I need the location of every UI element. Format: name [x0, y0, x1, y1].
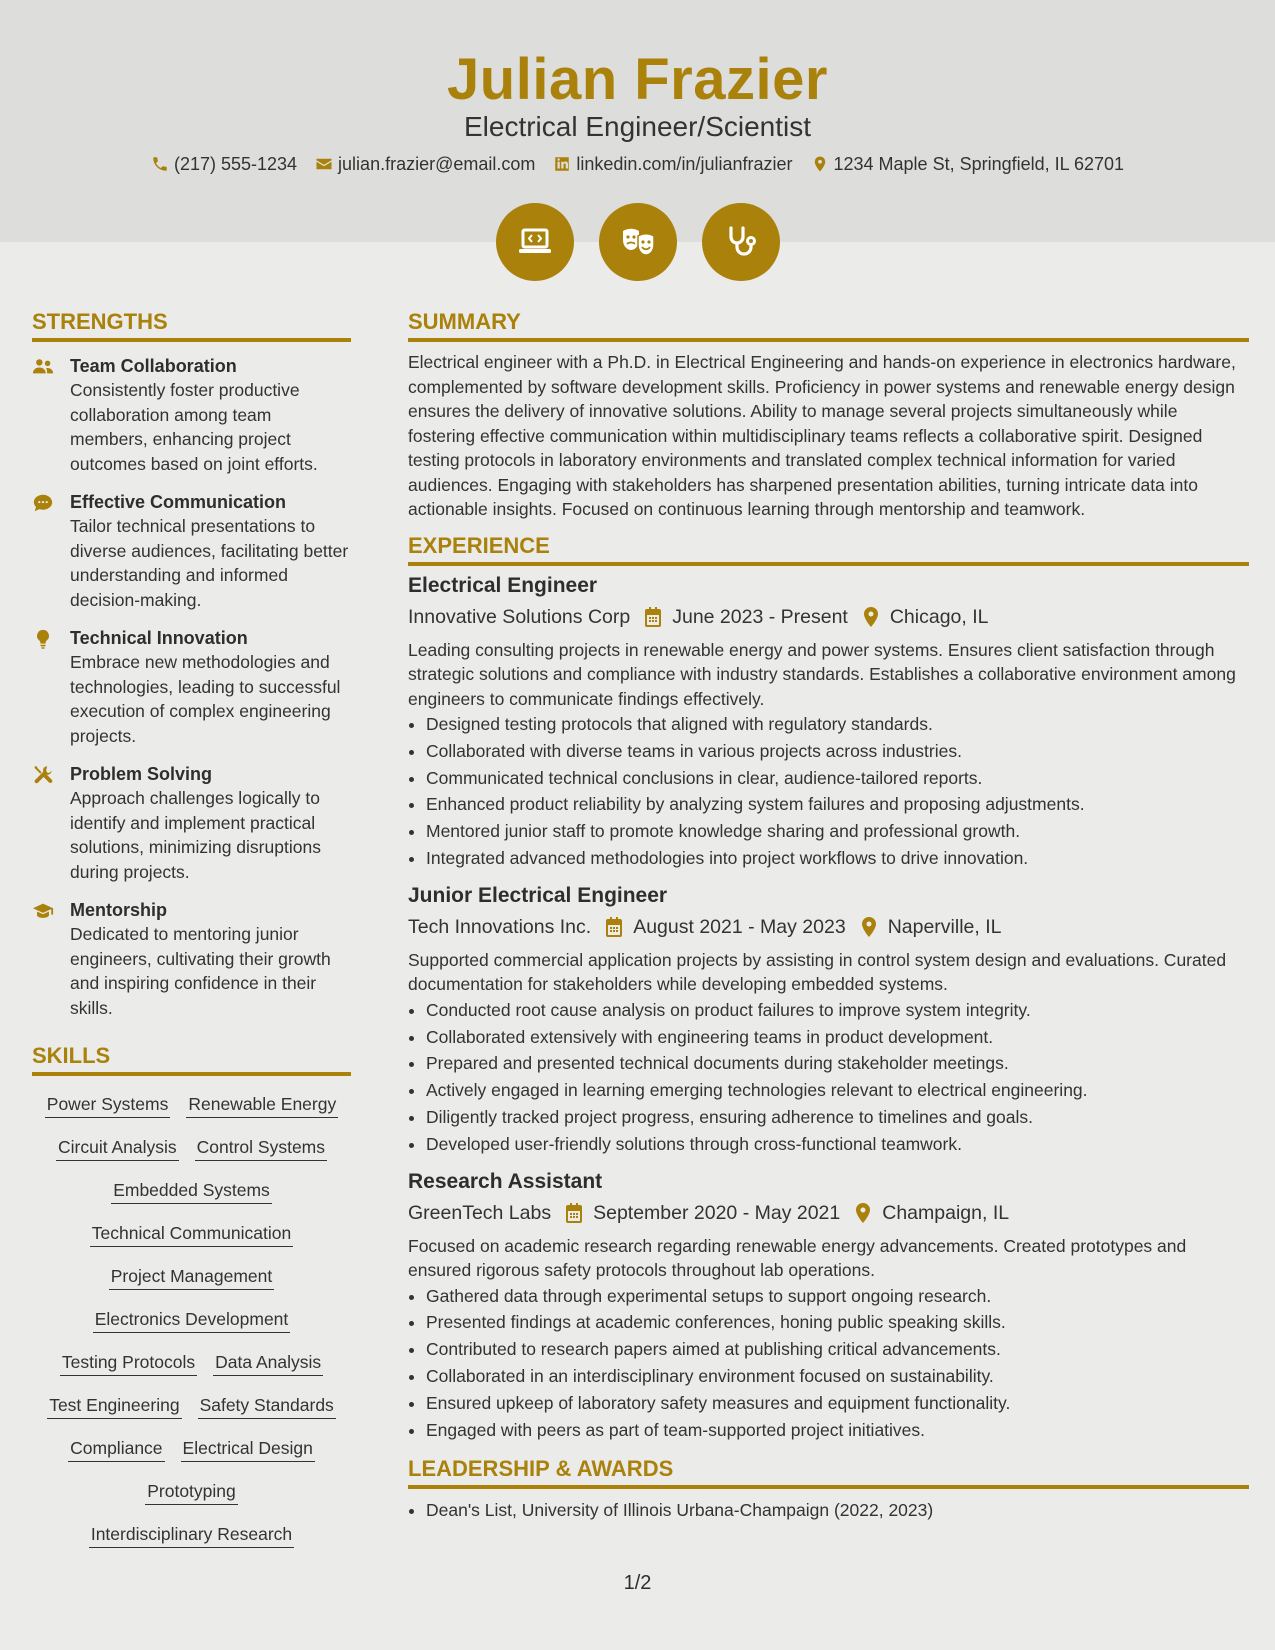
lightbulb-icon	[32, 628, 54, 650]
location-icon	[811, 155, 829, 173]
job-bullet: • Gathered data through experimental setups to support ongoing research.	[426, 1283, 1249, 1310]
location-icon	[860, 917, 878, 937]
users-icon	[32, 356, 54, 378]
job-company: Tech Innovations Inc.	[408, 915, 592, 938]
job-bullet: • Developed user-friendly solutions through cross-functional teamwork.	[426, 1131, 1249, 1158]
job-company: Innovative Solutions Corp	[408, 605, 631, 628]
job-bullet: • Conducted root cause analysis on product failures to improve system integrity.	[426, 997, 1249, 1024]
job-meta	[408, 602, 1249, 632]
job-bullet: • Contributed to research papers aimed at publishing critical advancements.	[426, 1336, 1249, 1363]
job-bullet: • Mentored junior staff to promote knowledge sharing and professional growth.	[426, 818, 1249, 845]
job-bullet: • Enhanced product reliability by analyzing system failures and proposing adjustments.	[426, 791, 1249, 818]
strength-title: Mentorship	[70, 900, 167, 920]
contact-address	[811, 152, 1125, 176]
interest-badges	[0, 203, 1275, 281]
skill-tag: Interdisciplinary Research	[89, 1522, 294, 1548]
job-bullet: • Ensured upkeep of laboratory safety measures and equipment functionality.	[426, 1390, 1249, 1417]
job-bullet: • Communicated technical conclusions in clear, audience-tailored reports.	[426, 765, 1249, 792]
stethoscope-icon	[721, 222, 761, 262]
tools-icon	[32, 764, 54, 786]
job-dates: June 2023 - Present	[672, 605, 848, 628]
job-location: Chicago, IL	[889, 605, 989, 628]
skill-tag: Test Engineering	[47, 1393, 181, 1419]
job-entry	[408, 572, 1249, 872]
job-title: Research Assistant	[408, 1169, 603, 1193]
location-icon	[862, 607, 880, 627]
calendar-icon	[605, 917, 623, 937]
contact-email[interactable]	[315, 152, 535, 176]
job-location: Naperville, IL	[887, 915, 1002, 938]
strength-description: Tailor technical presentations to diverse audiences, facilitating better understanding and informed decision-making.	[70, 516, 349, 610]
skill-tag: Testing Protocols	[60, 1350, 197, 1376]
awards-list	[408, 1497, 1249, 1524]
contact-email-text[interactable]: julian.frazier@email.com	[338, 154, 536, 174]
contact-linkedin-text[interactable]: linkedin.com/in/julianfrazier	[576, 154, 793, 174]
strength-description: Approach challenges logically to identify and implement practical solutions, minimizing disruptions during projects.	[70, 788, 321, 882]
email-icon	[315, 155, 333, 173]
strength-item	[32, 762, 351, 884]
summary-text: Electrical engineer with a Ph.D. in Electrical Engineering and hands-on experience in electronics hardware, complemented by software development skills. Proficiency in power systems and renewable energy design ensures the delivery of innovative solutions. Ability to manage several projects simultaneously while fostering effective communication within multidisciplinary teams reflects a collaborative spirit. Designed testing protocols in laboratory environments and translated complex technical information for varied audiences. Engaging with stakeholders has sharpened presentation abilities, turning intricate data into actionable insights. Focused on continuous learning through mentorship and teamwork.	[408, 352, 1236, 519]
graduation-cap-icon	[32, 900, 54, 922]
contact-phone	[151, 152, 297, 176]
job-dates: August 2021 - May 2023	[633, 915, 846, 938]
skill-tag: Power Systems	[45, 1092, 171, 1118]
skill-tag: Electronics Development	[93, 1307, 291, 1333]
job-description: Leading consulting projects in renewable energy and power systems. Ensures client satisfaction through strategic solutions and compliance with industry standards. Establishes a collaborative environment among engineers to communicate findings effectively.	[408, 639, 1236, 709]
job-meta	[408, 1198, 1249, 1228]
job-bullet: • Designed testing protocols that aligned with regulatory standards.	[426, 711, 1249, 738]
comment-icon	[32, 492, 54, 514]
phone-icon	[151, 155, 169, 173]
strengths-heading: STRENGTHS	[32, 308, 351, 342]
location-icon	[854, 1203, 872, 1223]
contact-phone-text: (217) 555-1234	[173, 154, 298, 174]
skill-tag: Project Management	[109, 1264, 274, 1290]
job-bullets	[408, 997, 1249, 1158]
job-meta	[408, 912, 1249, 942]
job-bullet: • Collaborated with diverse teams in various projects across industries.	[426, 738, 1249, 765]
skill-tag: Compliance	[68, 1436, 164, 1462]
strength-title: Team Collaboration	[70, 356, 237, 376]
skill-tag: Prototyping	[145, 1479, 238, 1505]
strength-title: Effective Communication	[70, 492, 287, 512]
interest-badge-theater	[599, 203, 677, 281]
job-entry	[408, 882, 1249, 1158]
job-bullet: • Actively engaged in learning emerging technologies relevant to electrical engineering.	[426, 1077, 1249, 1104]
strength-item	[32, 354, 351, 476]
job-bullet: • Collaborated extensively with engineering teams in product development.	[426, 1024, 1249, 1051]
job-bullet: • Presented findings at academic conferences, honing public speaking skills.	[426, 1309, 1249, 1336]
calendar-icon	[565, 1203, 583, 1223]
skills-list	[32, 1092, 351, 1548]
skill-tag: Embedded Systems	[111, 1178, 272, 1204]
right-column	[408, 308, 1249, 1524]
strength-item	[32, 626, 351, 748]
strength-title: Problem Solving	[70, 764, 213, 784]
skill-tag: Technical Communication	[90, 1221, 293, 1247]
job-dates: September 2020 - May 2021	[593, 1201, 841, 1224]
summary-heading: SUMMARY	[408, 308, 1249, 342]
job-entry	[408, 1168, 1249, 1444]
skill-tag: Circuit Analysis	[56, 1135, 179, 1161]
strength-description: Embrace new methodologies and technologies, leading to successful execution of complex engineering projects.	[70, 652, 341, 746]
award-item: • Dean's List, University of Illinois Urbana-Champaign (2022, 2023)	[426, 1497, 1249, 1524]
job-bullets	[408, 711, 1249, 872]
interest-badge-medical	[702, 203, 780, 281]
candidate-name: Julian Frazier	[447, 47, 828, 112]
strength-item	[32, 898, 351, 1020]
leadership-heading: LEADERSHIP & AWARDS	[408, 1455, 1249, 1489]
candidate-title: Electrical Engineer/Scientist	[463, 111, 812, 142]
job-description: Supported commercial application projects by assisting in control system design and evaluations. Curated documentation for stakeholders while developing embedded systems.	[408, 949, 1227, 995]
contact-bar	[0, 152, 1275, 176]
skill-tag: Renewable Energy	[186, 1092, 338, 1118]
job-location: Champaign, IL	[882, 1201, 1010, 1224]
interest-badge-laptop	[496, 203, 574, 281]
strength-item	[32, 490, 351, 612]
job-bullet: • Collaborated in an interdisciplinary environment focused on sustainability.	[426, 1363, 1249, 1390]
page-number: 1/2	[623, 1572, 652, 1594]
left-column	[32, 308, 351, 1548]
contact-address-text: 1234 Maple St, Springfield, IL 62701	[833, 154, 1125, 174]
job-bullets	[408, 1283, 1249, 1444]
experience-heading: EXPERIENCE	[408, 532, 1249, 566]
job-title: Electrical Engineer	[408, 573, 598, 597]
strength-title: Technical Innovation	[70, 628, 248, 648]
skill-tag: Data Analysis	[213, 1350, 323, 1376]
skill-tag: Control Systems	[195, 1135, 327, 1161]
skills-heading: SKILLS	[32, 1042, 351, 1076]
theater-masks-icon	[618, 222, 658, 262]
job-description: Focused on academic research regarding renewable energy advancements. Created prototypes and ensured rigorous safety protocols throughout lab operations.	[408, 1235, 1187, 1281]
job-title: Junior Electrical Engineer	[408, 883, 668, 907]
skill-tag: Safety Standards	[198, 1393, 336, 1419]
job-company: GreenTech Labs	[408, 1201, 552, 1224]
linkedin-icon	[553, 155, 571, 173]
strength-description: Dedicated to mentoring junior engineers, cultivating their growth and inspiring confidence in their skills.	[70, 924, 331, 1018]
laptop-code-icon	[515, 222, 555, 262]
calendar-icon	[644, 607, 662, 627]
job-bullet: • Diligently tracked project progress, ensuring adherence to timelines and goals.	[426, 1104, 1249, 1131]
job-bullet: • Prepared and presented technical documents during stakeholder meetings.	[426, 1050, 1249, 1077]
strength-description: Consistently foster productive collaboration among team members, enhancing project outcomes based on joint efforts.	[70, 380, 318, 474]
job-bullet: • Engaged with peers as part of team-supported project initiatives.	[426, 1417, 1249, 1444]
skill-tag: Electrical Design	[181, 1436, 315, 1462]
contact-linkedin[interactable]	[553, 152, 792, 176]
job-bullet: • Integrated advanced methodologies into project workflows to drive innovation.	[426, 845, 1249, 872]
